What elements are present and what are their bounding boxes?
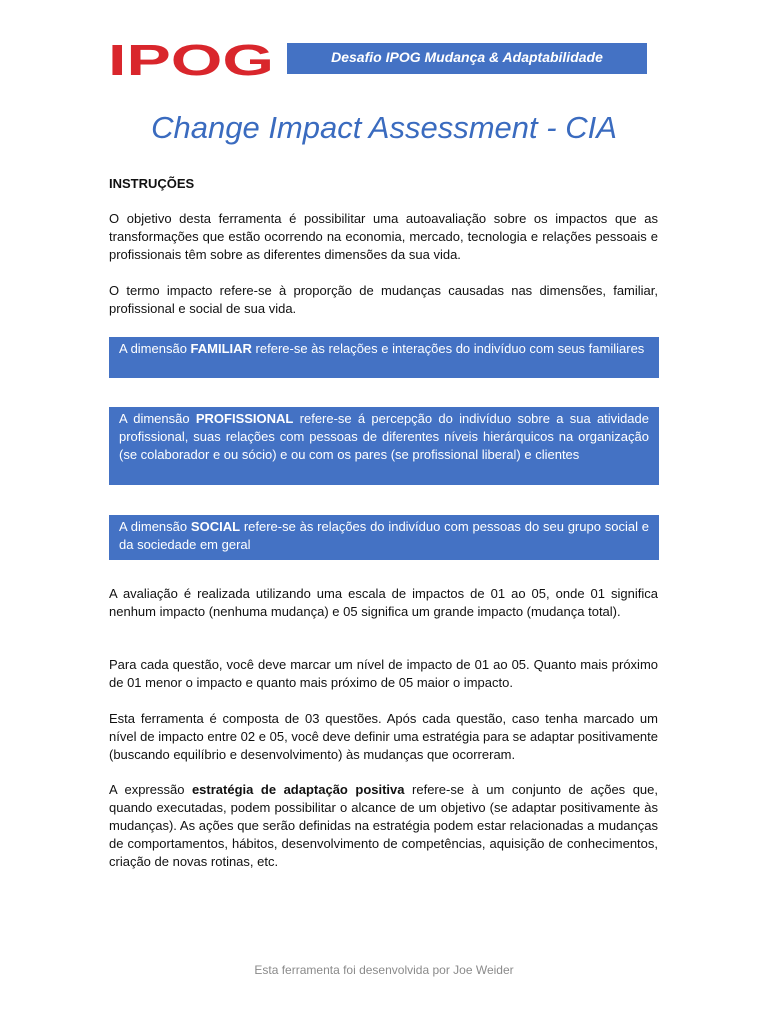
dimension-name: PROFISSIONAL bbox=[195, 411, 294, 426]
strategy-paragraph: A expressão estratégia de adaptação positiva refere-se à um conjunto de ações que, quando executadas, podem possibilitar o alcance de um objetivo (se adaptar positivamente às mudanças). As ações que serão definidas na estratégia podem estar relacionadas a mudanças de comportamentos, hábitos, desenvolvimento de competências, aquisição de conhecimentos, criação de novas rotinas, etc. bbox=[109, 782, 658, 869]
intro-paragraph: O objetivo desta ferramenta é possibilitar uma autoavaliação sobre os impactos que as transformações que estão ocorrendo na economia, mercado, tecnologia e relações pessoais e profissionais têm sobre as diferentes dimensões da sua vida. bbox=[109, 211, 658, 262]
instructions-heading: INSTRUÇÕES bbox=[109, 176, 195, 191]
scale-paragraph: A avaliação é realizada utilizando uma escala de impactos de 01 ao 05, onde 01 significa nenhum impacto (nenhuma mudança) e 05 significa um grande impacto (mudança total). bbox=[109, 586, 658, 619]
strategy-term: estratégia de adaptação positiva bbox=[191, 782, 405, 797]
logo-text: IPOG bbox=[108, 40, 274, 80]
impact-definition-paragraph: O termo impacto refere-se à proporção de mudanças causadas nas dimensões, familiar, profissional e social de sua vida. bbox=[109, 283, 658, 316]
header-banner: Desafio IPOG Mudança & Adaptabilidade bbox=[287, 43, 647, 74]
page-title: Change Impact Assessment - CIA bbox=[151, 110, 617, 145]
dimension-box-profissional: A dimensão PROFISSIONAL refere-se á percepção do indivíduo sobre a sua atividade profissional, suas relações com pessoas de diferentes níveis hierárquicos na organização (se colaborador e ou sócio) e ou com os pares (se profissional liberal) e clientes bbox=[109, 407, 659, 485]
dimension-name: SOCIAL bbox=[190, 519, 241, 534]
dimension-box-familiar: A dimensão FAMILIAR refere-se às relações e interações do indivíduo com seus familiares bbox=[109, 337, 659, 378]
ipog-logo bbox=[108, 40, 274, 80]
dimension-name: FAMILIAR bbox=[190, 341, 252, 356]
composition-paragraph: Esta ferramenta é composta de 03 questões. Após cada questão, caso tenha marcado um nível de impacto entre 02 e 05, você deve definir uma estratégia para se adaptar positivamente (buscando equilíbrio e desenvolvimento) às mudanças que ocorreram. bbox=[109, 711, 658, 762]
marking-paragraph: Para cada questão, você deve marcar um nível de impacto de 01 ao 05. Quanto mais próximo de 01 menor o impacto e quanto mais próximo de 05 maior o impacto. bbox=[109, 657, 658, 690]
dimension-box-social: A dimensão SOCIAL refere-se às relações do indivíduo com pessoas do seu grupo social e da sociedade em geral bbox=[109, 515, 659, 560]
footer-credit: Esta ferramenta foi desenvolvida por Joe Weider bbox=[254, 963, 514, 977]
